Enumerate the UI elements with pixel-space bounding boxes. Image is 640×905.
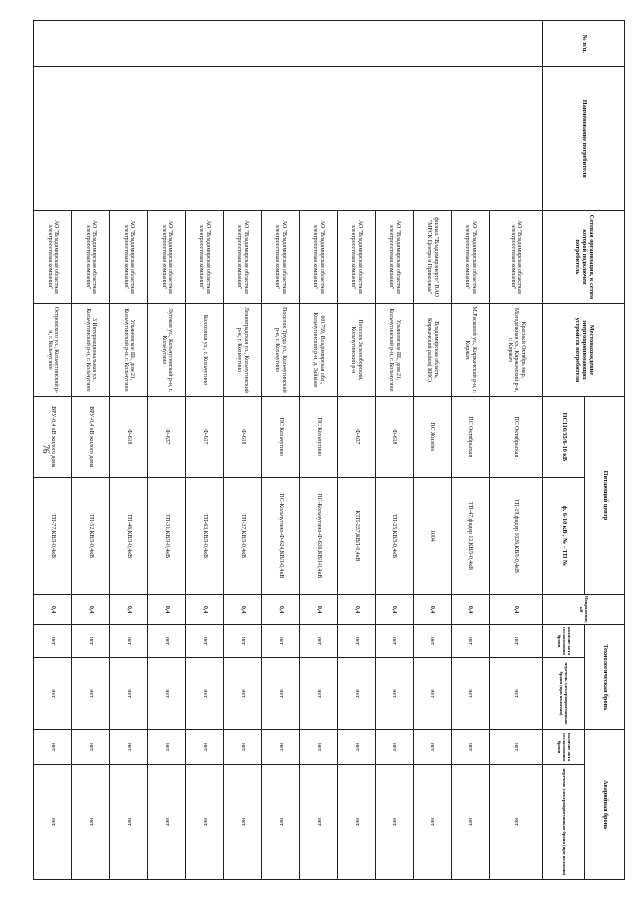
cell-tech-act: нет xyxy=(261,625,299,657)
cell-voltage: 0,4 xyxy=(34,594,72,624)
cell-tech-act: нет xyxy=(148,625,186,657)
cell-emerg-act: нет xyxy=(110,730,148,764)
cell-emerg-list: нет xyxy=(110,764,148,879)
cell-ps: ПС Кольчугино xyxy=(299,396,337,477)
cell-tech-list: нет xyxy=(489,657,542,730)
cell-emerg-act: нет xyxy=(337,730,375,764)
header-consumer: Наименование потребителя xyxy=(543,67,625,211)
cell-emerg-act: нет xyxy=(223,730,261,764)
cell-org: АО "Владимирская областная электросетевая компания" xyxy=(223,210,261,303)
cell-emerg-list: нет xyxy=(72,764,110,879)
header-tech-list: перечень электроприемников брони (при наличии) xyxy=(543,657,585,730)
cell-feeder: ТП-25,КВЛ-0,4кВ xyxy=(375,477,413,594)
cell-org: АО "Владимирская областная электросетевая компания" xyxy=(34,210,72,303)
cell-emerg-list: нет xyxy=(489,764,542,879)
cell-tech-list: нет xyxy=(451,657,489,730)
cell-feeder: ТП-77,КВЛ-0,4кВ xyxy=(34,477,72,594)
cell-tech-act: нет xyxy=(72,625,110,657)
header-feeding-center: Питающий центр xyxy=(585,396,625,594)
cell-ps: Ф-618 xyxy=(223,396,261,477)
header-num: № п/п. xyxy=(543,21,625,67)
cell-feeder: ТП-47,фидер 12,КВЛ-0,4кВ xyxy=(451,477,489,594)
cell-emerg-list: нет xyxy=(375,764,413,879)
cell-tech-act: нет xyxy=(186,625,224,657)
cell-location: Луговая ул., Кольчугинский р-н, г. Кольчугино xyxy=(148,303,186,396)
cell-emerg-list: нет xyxy=(223,764,261,879)
cell-tech-list: нет xyxy=(375,657,413,730)
cell-emerg-list: нет xyxy=(413,764,451,879)
cell-feeder: ПС-Кольчугино-Ф-636,КВЛ-0,4кВ xyxy=(299,477,337,594)
consumers-table xyxy=(33,20,625,880)
cell-org: АО "Владимирская областная электросетевая компания" xyxy=(72,210,110,303)
cell-tech-act: нет xyxy=(489,625,542,657)
cell-location: 3 Интернациональная ул., Кольчугинский р-н, г. Кольчугино xyxy=(72,303,110,396)
cell-voltage: 0,4 xyxy=(299,594,337,624)
cell-feeder: 1004 xyxy=(413,477,451,594)
header-location: Местонахождение энергопринимающих устройств потребителя xyxy=(543,303,625,396)
cell-voltage: 0,4 xyxy=(223,594,261,624)
cell-voltage: 0,4 xyxy=(375,594,413,624)
cell-location: Островского ул., Кольчугинский р-н, г. Кольчугино xyxy=(34,303,72,396)
cell-org: АО "Владимирская областная электросетевая компания" xyxy=(489,210,542,303)
cell-location: Владимирская область, Киржачский район( КНС) xyxy=(413,303,451,396)
cell-voltage: 0,4 xyxy=(451,594,489,624)
cell-location: Колхозная ул., г. Кольчугино xyxy=(186,303,224,396)
cell-emerg-act: нет xyxy=(186,730,224,764)
cell-voltage: 0,4 xyxy=(489,594,542,624)
cell-tech-act: нет xyxy=(375,625,413,657)
cell-ps: ВРУ-0,4 кВ жилого дома xyxy=(72,396,110,477)
cell-feeder: ТП-19,фидер 1026,КВЛ-0,4кВ xyxy=(489,477,542,594)
header-emerg-list: перечень электроприемников брони (при наличии) xyxy=(543,764,585,879)
cell-voltage: 0,4 xyxy=(337,594,375,624)
cell-emerg-act: нет xyxy=(34,730,72,764)
cell-emerg-list: нет xyxy=(337,764,375,879)
cell-emerg-act: нет xyxy=(489,730,542,764)
cell-tech-list: нет xyxy=(223,657,261,730)
cell-tech-act: нет xyxy=(413,625,451,657)
header-tech-armor: Технологическая бронь xyxy=(585,625,625,730)
cell-voltage: 0,4 xyxy=(110,594,148,624)
cell-tech-list: нет xyxy=(72,657,110,730)
cell-ps: Ф-637 xyxy=(337,396,375,477)
cell-org: АО "Владимирская областная электросетевая компания" xyxy=(186,210,224,303)
cell-location: 601759, Владимирская обл., Кольчугинский р-н, д. Зайково xyxy=(299,303,337,396)
header-row-1 xyxy=(585,21,625,880)
cell-ps: ПС Октябрьская xyxy=(489,396,542,477)
cell-voltage: 0,4 xyxy=(72,594,110,624)
cell-location: Красный Октябрь мкр, Молодёжная ул., Киржачский р-н, г. Киржач xyxy=(489,303,542,396)
cell-org: АО "Владимирская областная электросетевая компания" xyxy=(110,210,148,303)
cell-tech-act: нет xyxy=(34,625,72,657)
cell-location: Ульяновское Ш., дом 21, Кольчугинский р-н, г. Кольчугино xyxy=(110,303,148,396)
cell-emerg-list: нет xyxy=(148,764,186,879)
cell-emerg-list: нет xyxy=(34,764,72,879)
cell-tech-list: нет xyxy=(413,657,451,730)
page-number: 76 xyxy=(41,444,51,454)
cell-tech-list: нет xyxy=(261,657,299,730)
header-grid-org: Сетевая организация, к сетям которой подключен потребитель xyxy=(543,210,625,303)
cell-emerg-list: нет xyxy=(451,764,489,879)
cell-emerg-act: нет xyxy=(375,730,413,764)
cell-org: АО "Владимирская областная электросетевая компания" xyxy=(299,210,337,303)
cell-location: Поселок Труда ул., Кольчугинский р-н, г. Кольчугино xyxy=(261,303,299,396)
cell-feeder: ТП-63,КВЛ-0,4кВ xyxy=(186,477,224,594)
cell-tech-list: нет xyxy=(186,657,224,730)
table-row xyxy=(489,21,542,880)
cell-tech-list: нет xyxy=(299,657,337,730)
cell-tech-list: нет xyxy=(110,657,148,730)
cell-num xyxy=(34,21,543,67)
header-emerg-act: наличие акта согласования брони xyxy=(543,730,585,764)
cell-feeder: ТП-46,КВЛ-0,4кВ xyxy=(110,477,148,594)
cell-tech-act: нет xyxy=(299,625,337,657)
header-ps-sub: ПС110/35/6-10 кВ xyxy=(543,396,585,477)
cell-emerg-act: нет xyxy=(299,730,337,764)
rotated-table-container xyxy=(30,20,625,880)
cell-ps: Ф-618 xyxy=(110,396,148,477)
cell-voltage: 0,4 xyxy=(413,594,451,624)
cell-location: М.Расковой ул., Киржачский р-н, г. Киржач xyxy=(451,303,489,396)
cell-feeder: ТП-31,КВЛ-0,4кВ xyxy=(148,477,186,594)
cell-voltage: 0,4 xyxy=(148,594,186,624)
cell-org: АО "Владимирская областная электросетевая компания" xyxy=(148,210,186,303)
cell-ps: Ф-618 xyxy=(375,396,413,477)
cell-tech-act: нет xyxy=(451,625,489,657)
header-feeder-sub: ф. 6-10 кВ , № - ТП № xyxy=(543,477,585,594)
cell-feeder: ТП-52,КВЛ-0,4кВ xyxy=(72,477,110,594)
cell-emerg-act: нет xyxy=(261,730,299,764)
cell-tech-act: нет xyxy=(110,625,148,657)
cell-tech-list: нет xyxy=(337,657,375,730)
header-emerg-armor: Аварийная бронь xyxy=(585,730,625,880)
cell-ps: Ф-617 xyxy=(186,396,224,477)
cell-ps: ПС Октябрьская xyxy=(451,396,489,477)
table-body xyxy=(34,21,543,880)
cell-tech-list: нет xyxy=(34,657,72,730)
cell-tech-list: нет xyxy=(148,657,186,730)
cell-ps: ПС Жилёво xyxy=(413,396,451,477)
header-tech-act: наличие акта согласования брони xyxy=(543,625,585,657)
cell-org: АО "Владимирская областная электросетевая компания" xyxy=(375,210,413,303)
cell-emerg-list: нет xyxy=(299,764,337,879)
cell-tech-act: нет xyxy=(223,625,261,657)
cell-consumer xyxy=(34,67,543,211)
cell-location: Поселок Зеленоборский, Кольчугинский р-н xyxy=(337,303,375,396)
cell-org: АО "Владимирская областная электросетевая компания" xyxy=(451,210,489,303)
cell-ps: Ф-637 xyxy=(148,396,186,477)
cell-emerg-act: нет xyxy=(451,730,489,764)
cell-emerg-act: нет xyxy=(72,730,110,764)
cell-location: Ульяновское Ш., дом 21, Кольчугинский р-н, г. Кольчугино xyxy=(375,303,413,396)
cell-emerg-act: нет xyxy=(413,730,451,764)
cell-emerg-act: нет xyxy=(148,730,186,764)
cell-org: АО "Владимирская областная электросетевая компания" xyxy=(337,210,375,303)
cell-emerg-list: нет xyxy=(186,764,224,879)
cell-ps: ПС Кольчугино xyxy=(261,396,299,477)
cell-org: АО "Владимирская областная электросетевая компания" xyxy=(261,210,299,303)
cell-feeder: ТП-37,КВЛ-0,4кВ xyxy=(223,477,261,594)
header-voltage: Напряжение, кВ xyxy=(543,594,625,624)
cell-voltage: 0,4 xyxy=(186,594,224,624)
cell-tech-act: нет xyxy=(337,625,375,657)
cell-feeder: КТП-237,КВЛ-0,4кВ xyxy=(337,477,375,594)
cell-voltage: 0,4 xyxy=(261,594,299,624)
cell-location: Ленинградская ул., Кольчугинский р-н, г. Кольчугино xyxy=(223,303,261,396)
cell-org: филиал "Владимирэнерго" ПАО "МРСК Центра и Приволжья" xyxy=(413,210,451,303)
cell-ps: ВРУ-0,4 кВ жилого дома xyxy=(34,396,72,477)
cell-feeder: ПС-Кольчугино-Ф-624,КВЛ-0,4кВ xyxy=(261,477,299,594)
cell-emerg-list: нет xyxy=(261,764,299,879)
